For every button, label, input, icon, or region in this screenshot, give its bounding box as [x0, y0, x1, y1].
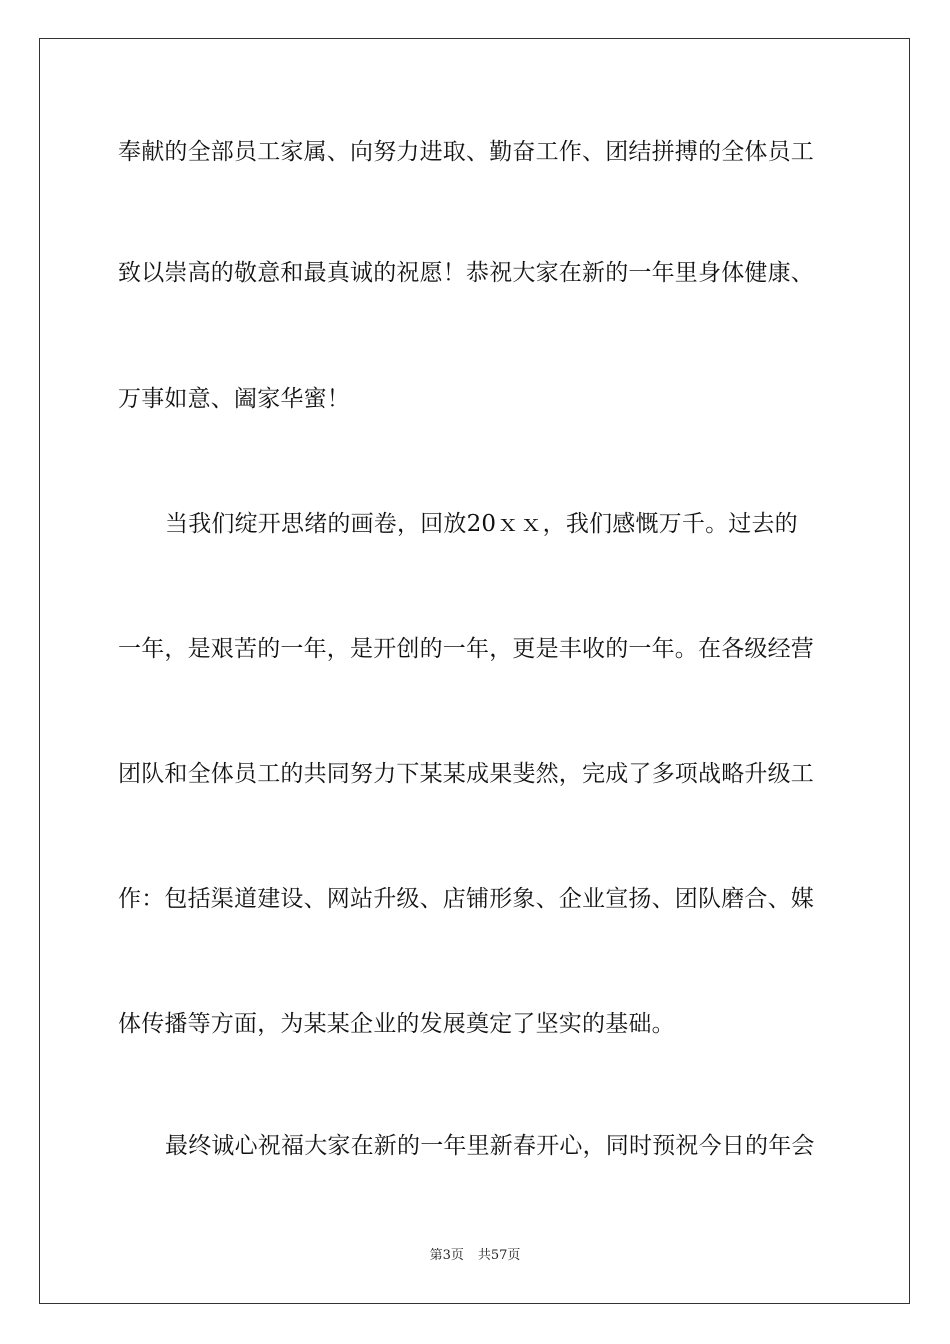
paragraph-line: 最终诚心祝福大家在新的一年里新春开心，同时预祝今日的年会: [165, 1133, 815, 1159]
paragraph-line: 团队和全体员工的共同努力下某某成果斐然，完成了多项战略升级工: [118, 761, 814, 787]
paragraph-line: 一年，是艰苦的一年，是开创的一年，更是丰收的一年。在各级经营: [118, 636, 814, 662]
paragraph-line: 作：包括渠道建设、网站升级、店铺形象、企业宣扬、团队磨合、媒: [118, 886, 814, 912]
page-number: 第3页: [429, 1248, 464, 1263]
page-border: [39, 38, 910, 1304]
total-pages: 共57页: [477, 1248, 521, 1263]
paragraph-line: 致以崇高的敬意和最真诚的祝愿！恭祝大家在新的一年里身体健康、: [118, 260, 814, 286]
page-footer: [0, 1247, 950, 1265]
paragraph-line: 体传播等方面，为某某企业的发展奠定了坚实的基础。: [118, 1011, 675, 1037]
paragraph-line: 奉献的全部员工家属、向努力进取、勤奋工作、团结拼搏的全体员工: [118, 139, 814, 165]
paragraph-line: 万事如意、阖家华蜜！: [118, 386, 350, 412]
paragraph-line: 当我们绽开思绪的画卷，回放20ｘｘ，我们感慨万千。过去的: [165, 511, 798, 537]
